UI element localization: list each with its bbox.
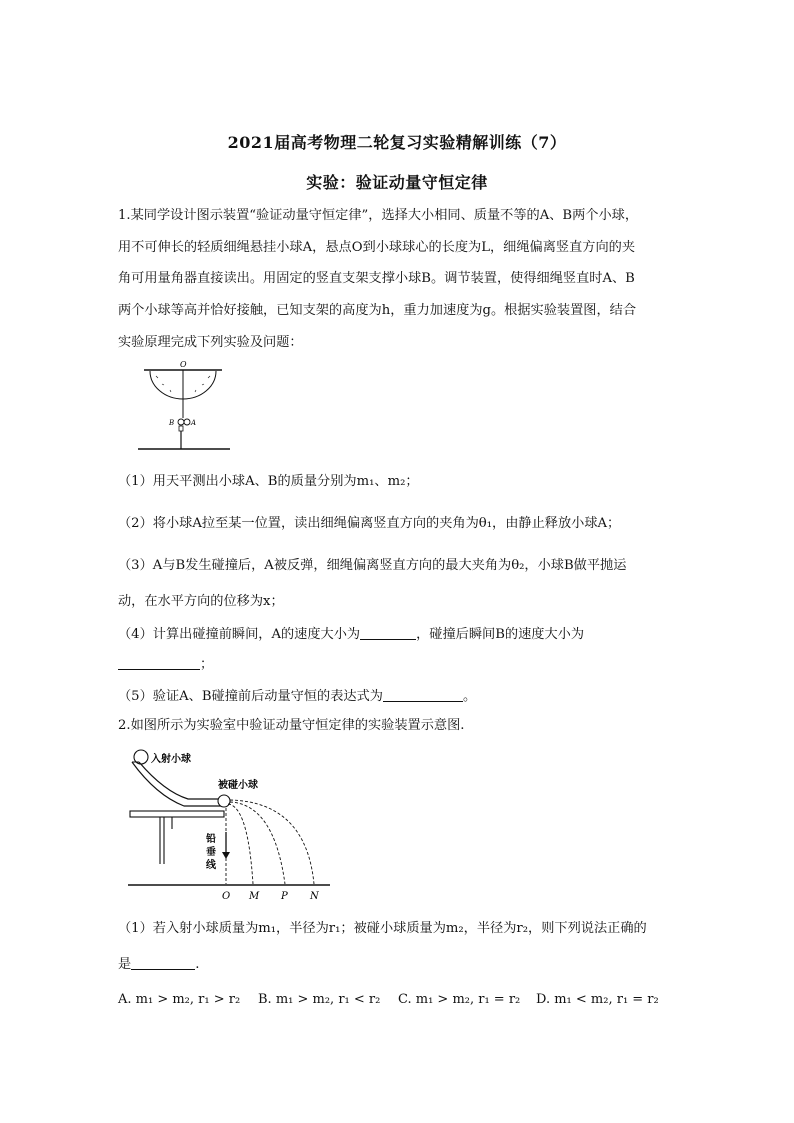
point-o-label: O — [222, 891, 231, 902]
point-n-label: N — [310, 891, 319, 902]
q1-step-3-line-2: 动，在水平方向的位移为x； — [118, 594, 284, 609]
q1-step-4-text-2: ，碰撞后瞬间B的速度大小为 — [416, 627, 585, 642]
incident-ball-label: 入射小球 — [151, 754, 191, 765]
q2-sub1-text: 是 — [118, 957, 132, 972]
q1-step-4-text-1: （4）计算出碰撞前瞬间，A的速度大小为 — [118, 627, 361, 642]
q1-stem-line-5: 实验原理完成下列实验及问题： — [118, 335, 303, 350]
point-m-label: M — [249, 891, 260, 902]
answer-blank-va[interactable] — [360, 625, 416, 640]
collision-apparatus-figure — [126, 744, 332, 904]
answer-blank-vb[interactable] — [118, 655, 200, 670]
pendulum-figure — [138, 358, 238, 458]
q1-step-5-text: （5）验证A、B碰撞前后动量守恒的表达式为 — [118, 689, 383, 704]
q1-stem-line-3: 角可用量角器直接读出。用固定的竖直支架支撑小球B。调节装置，使得细绳竖直时A、B — [118, 271, 635, 286]
pivot-label-o: O — [180, 360, 187, 369]
q1-step-4-line-2 — [118, 655, 213, 674]
q1-step-4 — [118, 625, 584, 644]
q1-stem-line-4: 两个小球等高并恰好接触，已知支架的高度为h，重力加速度为g。根据实验装置图，结合 — [118, 303, 637, 318]
target-ball-label: 被碰小球 — [218, 780, 258, 791]
q1-stem-line-1: 1.某同学设计图示装置“验证动量守恒定律”，选择大小相同、质量不等的A、B两个小球， — [118, 208, 639, 223]
point-p-label: P — [281, 891, 288, 902]
option-a[interactable]: A. m₁ > m₂, r₁ > r₂ — [118, 992, 241, 1007]
q2-sub1-line-2 — [118, 955, 199, 974]
document-title: 2021届高考物理二轮复习实验精解训练（7） — [227, 133, 567, 152]
q2-sub1-end: . — [195, 957, 200, 972]
q1-step-3-line-1: （3）A与B发生碰撞后，A被反弹，细绳偏离竖直方向的最大夹角为θ₂，小球B做平抛运 — [118, 558, 627, 573]
option-c[interactable]: C. m₁ > m₂, r₁ = r₂ — [398, 992, 521, 1007]
q1-step-5 — [118, 687, 476, 706]
q2-sub1-line-1: （1）若入射小球质量为m₁，半径为r₁；被碰小球质量为m₂，半径为r₂，则下列说法正确的 — [118, 921, 647, 936]
option-d[interactable]: D. m₁ < m₂, r₁ = r₂ — [536, 992, 659, 1007]
option-b[interactable]: B. m₁ > m₂, r₁ < r₂ — [258, 992, 381, 1007]
answer-blank-q2-1[interactable] — [131, 955, 195, 970]
ball-b-label: B — [169, 419, 175, 427]
q2-stem: 2.如图所示为实验室中验证动量守恒定律的实验装置示意图. — [118, 718, 465, 733]
q1-step-5-end: 。 — [462, 689, 477, 704]
q1-stem-line-2: 用不可伸长的轻质细绳悬挂小球A，悬点O到小球球心的长度为L，细绳偏离竖直方向的夹 — [118, 240, 636, 255]
q1-step-2: （2）将小球A拉至某一位置，读出细绳偏离竖直方向的夹角为θ₁，由静止释放小球A； — [118, 516, 621, 531]
q1-step-1: （1）用天平测出小球A、B的质量分别为m₁、m₂； — [118, 474, 419, 489]
q1-step-4-end: ； — [200, 657, 214, 672]
plumb-label-3: 线 — [206, 860, 216, 871]
document-subtitle: 实验：验证动量守恒定律 — [306, 173, 488, 192]
plumb-label-2: 垂 — [206, 847, 216, 858]
ball-a-label: A — [191, 419, 197, 427]
plumb-label-1: 铅 — [206, 834, 216, 845]
answer-blank-expression[interactable] — [383, 687, 463, 702]
